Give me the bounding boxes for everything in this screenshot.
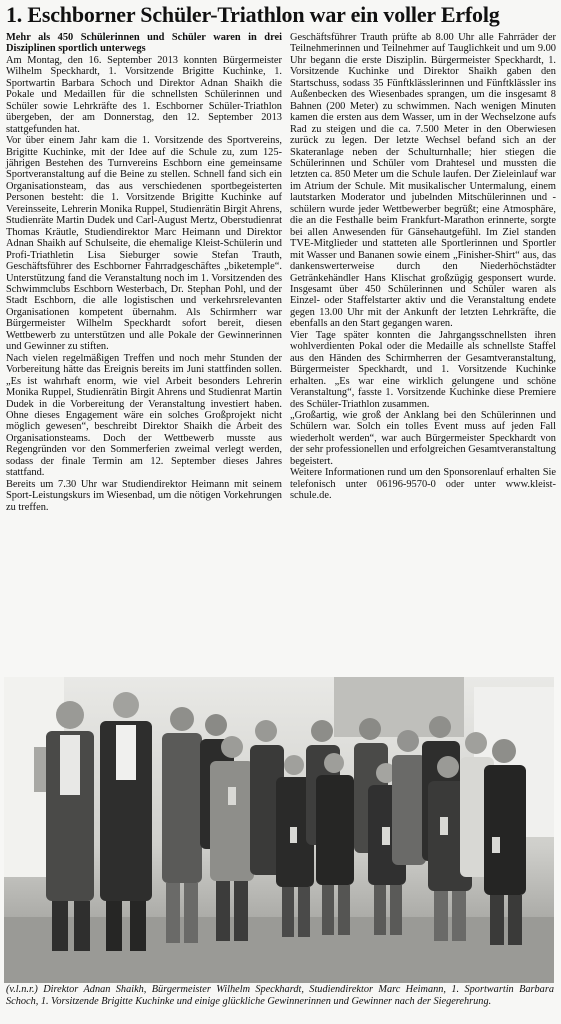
article-column-left: [6, 32, 282, 513]
article-paragraph: Geschäftsführer Trauth prüfte ab 8.00 Uhr alle Fahrräder der Teilnehmerinnen und Teilnehmer auf Tauglichkeit und um 9.00 Uhr begann die erste Disziplin. Bürgermeister Speckhardt, 1. Vorsitzende Kuchinke und Direktor Shaikh gaben den Startschuss, sodass 35 Fünftklässlerinnen und Fünftklässler ins Außenbecken des Wiesenbades sprangen, um die insgesamt 8 Bahnen (200 Meter) zu schwimmen. Nach wenigen Minuten kamen die ersten aus dem Wasser, um in der Wechselzone aufs Rad zu steigen und die ca. 7.500 Meter in den Oberwiesen zurück zu legen. Der letzte Wechsel befand sich an der Skateranlage neben der Schulturnhalle; hier stiegen die Schülerinnen und Schüler vom Drahtesel und mussten die letzten ca. 850 Meter um die Schule laufen. Der Zieleinlauf war im Atrium der Schule. Mit musikalischer Untermalung, einem lautstarken Moderator und jubelnden Mitschülerinnen und -schülern wurde jeder Wettbewerber begrüßt; eine Atmosphäre, die an die Festhalle beim Frankfurt-Marathon erinnerte, sorgte bei allen Anwesenden für Gänsehautgefühl. Im Ziel standen TVE-Mitglieder und statteten alle Sportlerinnen und Sportler mit Wasser und Bananen sowie einem „Finisher-Shirt“ aus, das dankenswerterweise durch den Niederhöchstädter Getränkehändler Hans Klischat großzügig gesponsert wurde. Insgesamt über 450 Schülerinnen und Schüler waren als Einzel- oder Staffelstarter aktiv und die Veranstaltung endete gegen 13.00 Uhr mit der Ankunft der letzten Lehrkräfte, die ebenfalls an den Start gegangen waren.: [290, 32, 556, 330]
article-paragraph: Vor über einem Jahr kam die 1. Vorsitzende des Sportvereins, Brigitte Kuchinke, mit der Idee auf die Schule zu, zum 125-jährigen Bestehen des Turnvereins Eschborn eine gemeinsame Sportveranstaltung auf die Beine zu stellen. Schnell fand sich ein Organisationsteam, das aus verschiedenen sportbegeisterten Personen besteht: die 1. Vorsitzende Brigitte Kuchinke auf Vereinsseite, Lehrerin Monika Ruppel, Studienrätin Birgit Ahrens, Studienräte Martin Dudek und Carl-August Mertz, Oberstudienrat Thomas Kräutle, Studiendirektor Marc Heimann und Direktor Adnan Shaikh auf Schulseite, die ehemalige Kleist-Schülerin und Profi-Triathletin Lisa Sieburger sowie Stefan Trauth, Geschäftsführer des Eschborner Fahrradgeschäftes „biketemple“. Unterstützung fand die Veranstaltung noch im 1. Vorsitzenden des Schwimmclubs Eschborn Westerbach, Dr. Stephan Pohl, und der Stadt Eschborn, die alle logistischen und verkehrsrelevanten Organisationen kompetent übernahm. Als Schirmherr war Bürgermeister Wilhelm Speckhardt sofort bereit, diesen Wettbewerb zu unterstützen und alle Pokale der Gewinnerinnen und Gewinner zu stiften.: [6, 135, 282, 353]
article-subheadline: Mehr als 450 Schülerinnen und Schüler waren in drei Disziplinen sportlich unterwegs: [6, 32, 282, 55]
article-paragraph: „Großartig, wie groß der Anklang bei den Schülerinnen und Schülern war. Solch ein tolles Event muss auf jeden Fall wiederholt werden“, war auch Bürgermeister Speckhardt von der sehr professionellen und erfolgreichen Gesamtveranstaltung begeistert.: [290, 409, 556, 467]
photo-caption: (v.l.n.r.) Direktor Adnan Shaikh, Bürgermeister Wilhelm Speckhardt, Studiendirektor Marc Heimann, 1. Sportwartin Barbara Schoch, 1. Vorsitzende Brigitte Kuchinke und einige glückliche Gewinnerinnen und Gewinner nach der Siegerehrung.: [6, 984, 554, 1007]
article-paragraph: Am Montag, den 16. September 2013 konnten Bürgermeister Wilhelm Speckhardt, 1. Vorsitzende Brigitte Kuchinke, 1. Sportwartin Barbara Schoch und Direktor Adnan Shaikh die Pokale und Medaillen für die schnellsten Schülerinnen und Schüler sowie Lehrkräfte des 1. Eschborner Schüler-Triathlon übergeben, der am Donnerstag, den 12. September 2013 stattgefunden hat.: [6, 54, 282, 135]
article-paragraph: Bereits um 7.30 Uhr war Studiendirektor Heimann mit seinem Sport-Leistungskurs im Wiesenbad, um die nötigen Vorkehrungen zu treffen.: [6, 478, 282, 513]
article-paragraph: Vier Tage später konnten die Jahrgangsschnellsten ihren wohlverdienten Pokal oder die Medaille als schnellste Staffel aus den Händen des Schirmherren der Gesamtveranstaltung, Bürgermeister Speckhardt, und 1. Vorsitzende Kuchinke erhalten. „Es war eine wirklich gelungene und schöne Veranstaltung“, fasste 1. Vorsitzende Kuchinke diese Premiere des Schüler-Triathlon zusammen.: [290, 329, 556, 410]
article-column-right: [290, 32, 556, 502]
group-photo-illustration: [4, 677, 554, 983]
article-paragraph: Nach vielen regelmäßigen Treffen und noch mehr Stunden der Vorbereitung hätte das Ereignis bereits im Juni stattfinden sollen. „Es ist wahrhaft enorm, wie viel Arbeit besonders Lehrerin Monika Ruppel, Studienrätin Birgit Ahrens und Studienrat Martin Dudek in die Vorbereitung der Veranstaltung investiert haben. Ohne dieses Engagement wäre ein solches Großprojekt nicht möglich gewesen“, beschreibt Direktor Shaikh die Arbeit des Organisationsteams. Doch der Wettbewerb musste aus Regengründen vor den Sommerferien zweimal verlegt werden, sodass der finale Termin am 12. September dieses Jahres stattfand.: [6, 352, 282, 479]
article-headline: 1. Eschborner Schüler-Triathlon war ein voller Erfolg: [6, 2, 500, 27]
article-paragraph: Weitere Informationen rund um den Sponsorenlauf erhalten Sie telefonisch unter 06196-9570-0 oder unter www.kleist-schule.de.: [290, 467, 556, 502]
group-photo: [4, 677, 554, 983]
